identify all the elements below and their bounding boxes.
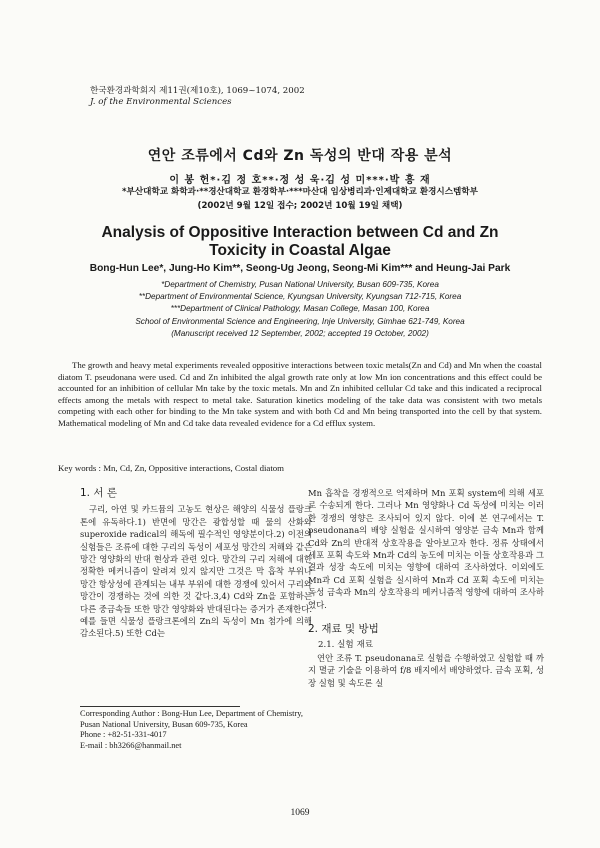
section-heading-introduction: 1. 서 론 [80, 487, 117, 499]
abstract: The growth and heavy metal experiments revealed oppositive interactions between toxic metals(Zn and Cd) and Mn when the coastal diatom T. pseudonana were used. Cd and Zn inhibited the algal growth rate only at low Mn ion concentrations and this effect could be accounted for an inhibition of cellular Mn take by the toxic metals. Mn and Zn inhibited cellular Cd take and this indicated a reciprocal effects among the metals with respect to metal take. Saturation kinetics modeling of the take data was consistent with two metals competing with each other for binding to the Mn take system and with both Cd and Mn being transported into the cell by that system. Mathematical modeling of Mn and Cd take data revealed evidence for a Cd efflux system. [58, 360, 542, 428]
materials-paragraph: 연안 조류 T. pseudonana로 실험을 수행하였고 실험할 때 까지 멸균 기술을 이용하여 f/8 배지에서 배양하였다. 금속 포획, 성장 실험 및 속도론 실 [308, 652, 544, 688]
korean-title: 연안 조류에서 Cd와 Zn 독성의 반대 작용 분석 [147, 148, 453, 164]
english-authors: Bong-Hun Lee*, Jung-Ho Kim**, Seong-Ug Jeong, Seong-Mi Kim*** and Heung-Jai Park [89, 263, 511, 274]
english-title-line1: Analysis of Oppositive Interaction between Cd and Zn [101, 224, 499, 241]
journal-header [90, 86, 305, 108]
corresponding-author: Corresponding Author : Bong-Hun Lee, Department of Chemistry, Pusan National University, Busan 609-735, Korea [80, 709, 303, 729]
affiliation-line: School of Environmental Science and Engineering, Inje University, Gimhae 621-749, Korea [135, 316, 465, 326]
korean-dates: (2002년 9월 12일 접수; 2002년 10월 19일 채택) [197, 201, 403, 211]
korean-affiliations: *부산대학교 화학과·**경산대학교 환경학부·***마산대 임상병리과·인제대학교 환경시스템학부 [122, 187, 478, 197]
page-number: 1069 [290, 808, 310, 818]
footnote-divider [80, 706, 240, 707]
keywords: Key words : Mn, Cd, Zn, Oppositive interactions, Costal diatom [58, 463, 285, 473]
english-title-line2: Toxicity in Coastal Algae [209, 242, 391, 259]
affiliation-line: ***Department of Clinical Pathology, Masan College, Masan 100, Korea [170, 304, 430, 314]
manuscript-dates: (Manuscript received 12 September, 2002; accepted 19 October, 2002) [171, 328, 429, 338]
english-affiliations [0, 279, 600, 340]
introduction-paragraph: 구리, 아연 및 카드뮴의 고농도 현상은 해양의 식물성 플랑크톤에 유독하다.1) 반면에 망간은 광합성할 때 물의 산화와 superoxide radical의 해독에 필수적인 영양분이다.2) 이전의 실험들은 조류에 대한 구리의 독성이 세포성 망간의 저해와 같은 망간 영양화의 반대 현상과 관련 있다. 망간의 구리 저해에 대한 정확한 메커니즘이 알려져 있지 않지만 그것은 막 흡착 부위나 망간 항상성에 관계되는 내부 부위에 대한 경쟁에 있어서 구리와 망간이 경쟁하는 것에 의한 것 같다.3,4) Cd와 Zn을 포함하는 다른 중금속들 또한 망간 영양화와 반대된다는 증거가 존재한다. 예를 들면 식물성 플랑크톤에의 Zn의 독성이 Mn 첨가에 의해 감소된다.5) 또한 Cd는 [80, 504, 312, 639]
korean-authors: 이 봉 헌*·김 정 호**·정 성 욱·김 성 미***·박 흥 재 [169, 175, 431, 186]
journal-name-english: J. of the Environmental Sciences [90, 97, 232, 107]
right-column [308, 487, 544, 689]
affiliation-line: *Department of Chemistry, Pusan National University, Busan 609-735, Korea [161, 280, 439, 289]
english-title [0, 224, 600, 260]
left-column [80, 487, 312, 640]
journal-citation-korean: 한국환경과학회지 제11권(제10호), 1069~1074, 2002 [90, 86, 305, 96]
corresponding-author-note [80, 709, 312, 751]
affiliation-line: **Department of Environmental Science, Kyungsan University, Kyungsan 712-715, Korea [138, 292, 462, 302]
section-heading-methods: 2. 재료 및 방법 [308, 623, 379, 636]
corresponding-email: E-mail : bh3266@hanmail.net [80, 740, 182, 750]
introduction-continuation: Mn 흡착을 경쟁적으로 억제하며 Mn 포획 system에 의해 세포로 수송되게 한다. 그러나 Mn 영양화나 Cd 독성에 미치는 이러한 경쟁의 영향은 조사되어 있지 않다. 이에 본 연구에서는 T. pseudonana의 배양 실험을 실시하여 영양분 금속 Mn과 함께 Cd와 Zn의 반대적 상호작용을 알아보고자 한다. 정류 상태에서 세포 포획 속도와 Mn과 Cd의 농도에 미치는 이들 상호작용과 그 결과 성장 속도에 미치는 영향에 대하여 조사하였다. 이외에도 Mn과 Cd 포획 실험을 실시하여 Mn과 Cd 포획 속도에 미치는 독성 금속과 Mn의 상호작용의 메커니즘적 영향에 대하여 조사하였다. [308, 488, 544, 610]
corresponding-phone: Phone : +82-51-331-4017 [80, 730, 167, 740]
subsection-heading-materials: 2.1. 실험 재료 [318, 640, 374, 651]
